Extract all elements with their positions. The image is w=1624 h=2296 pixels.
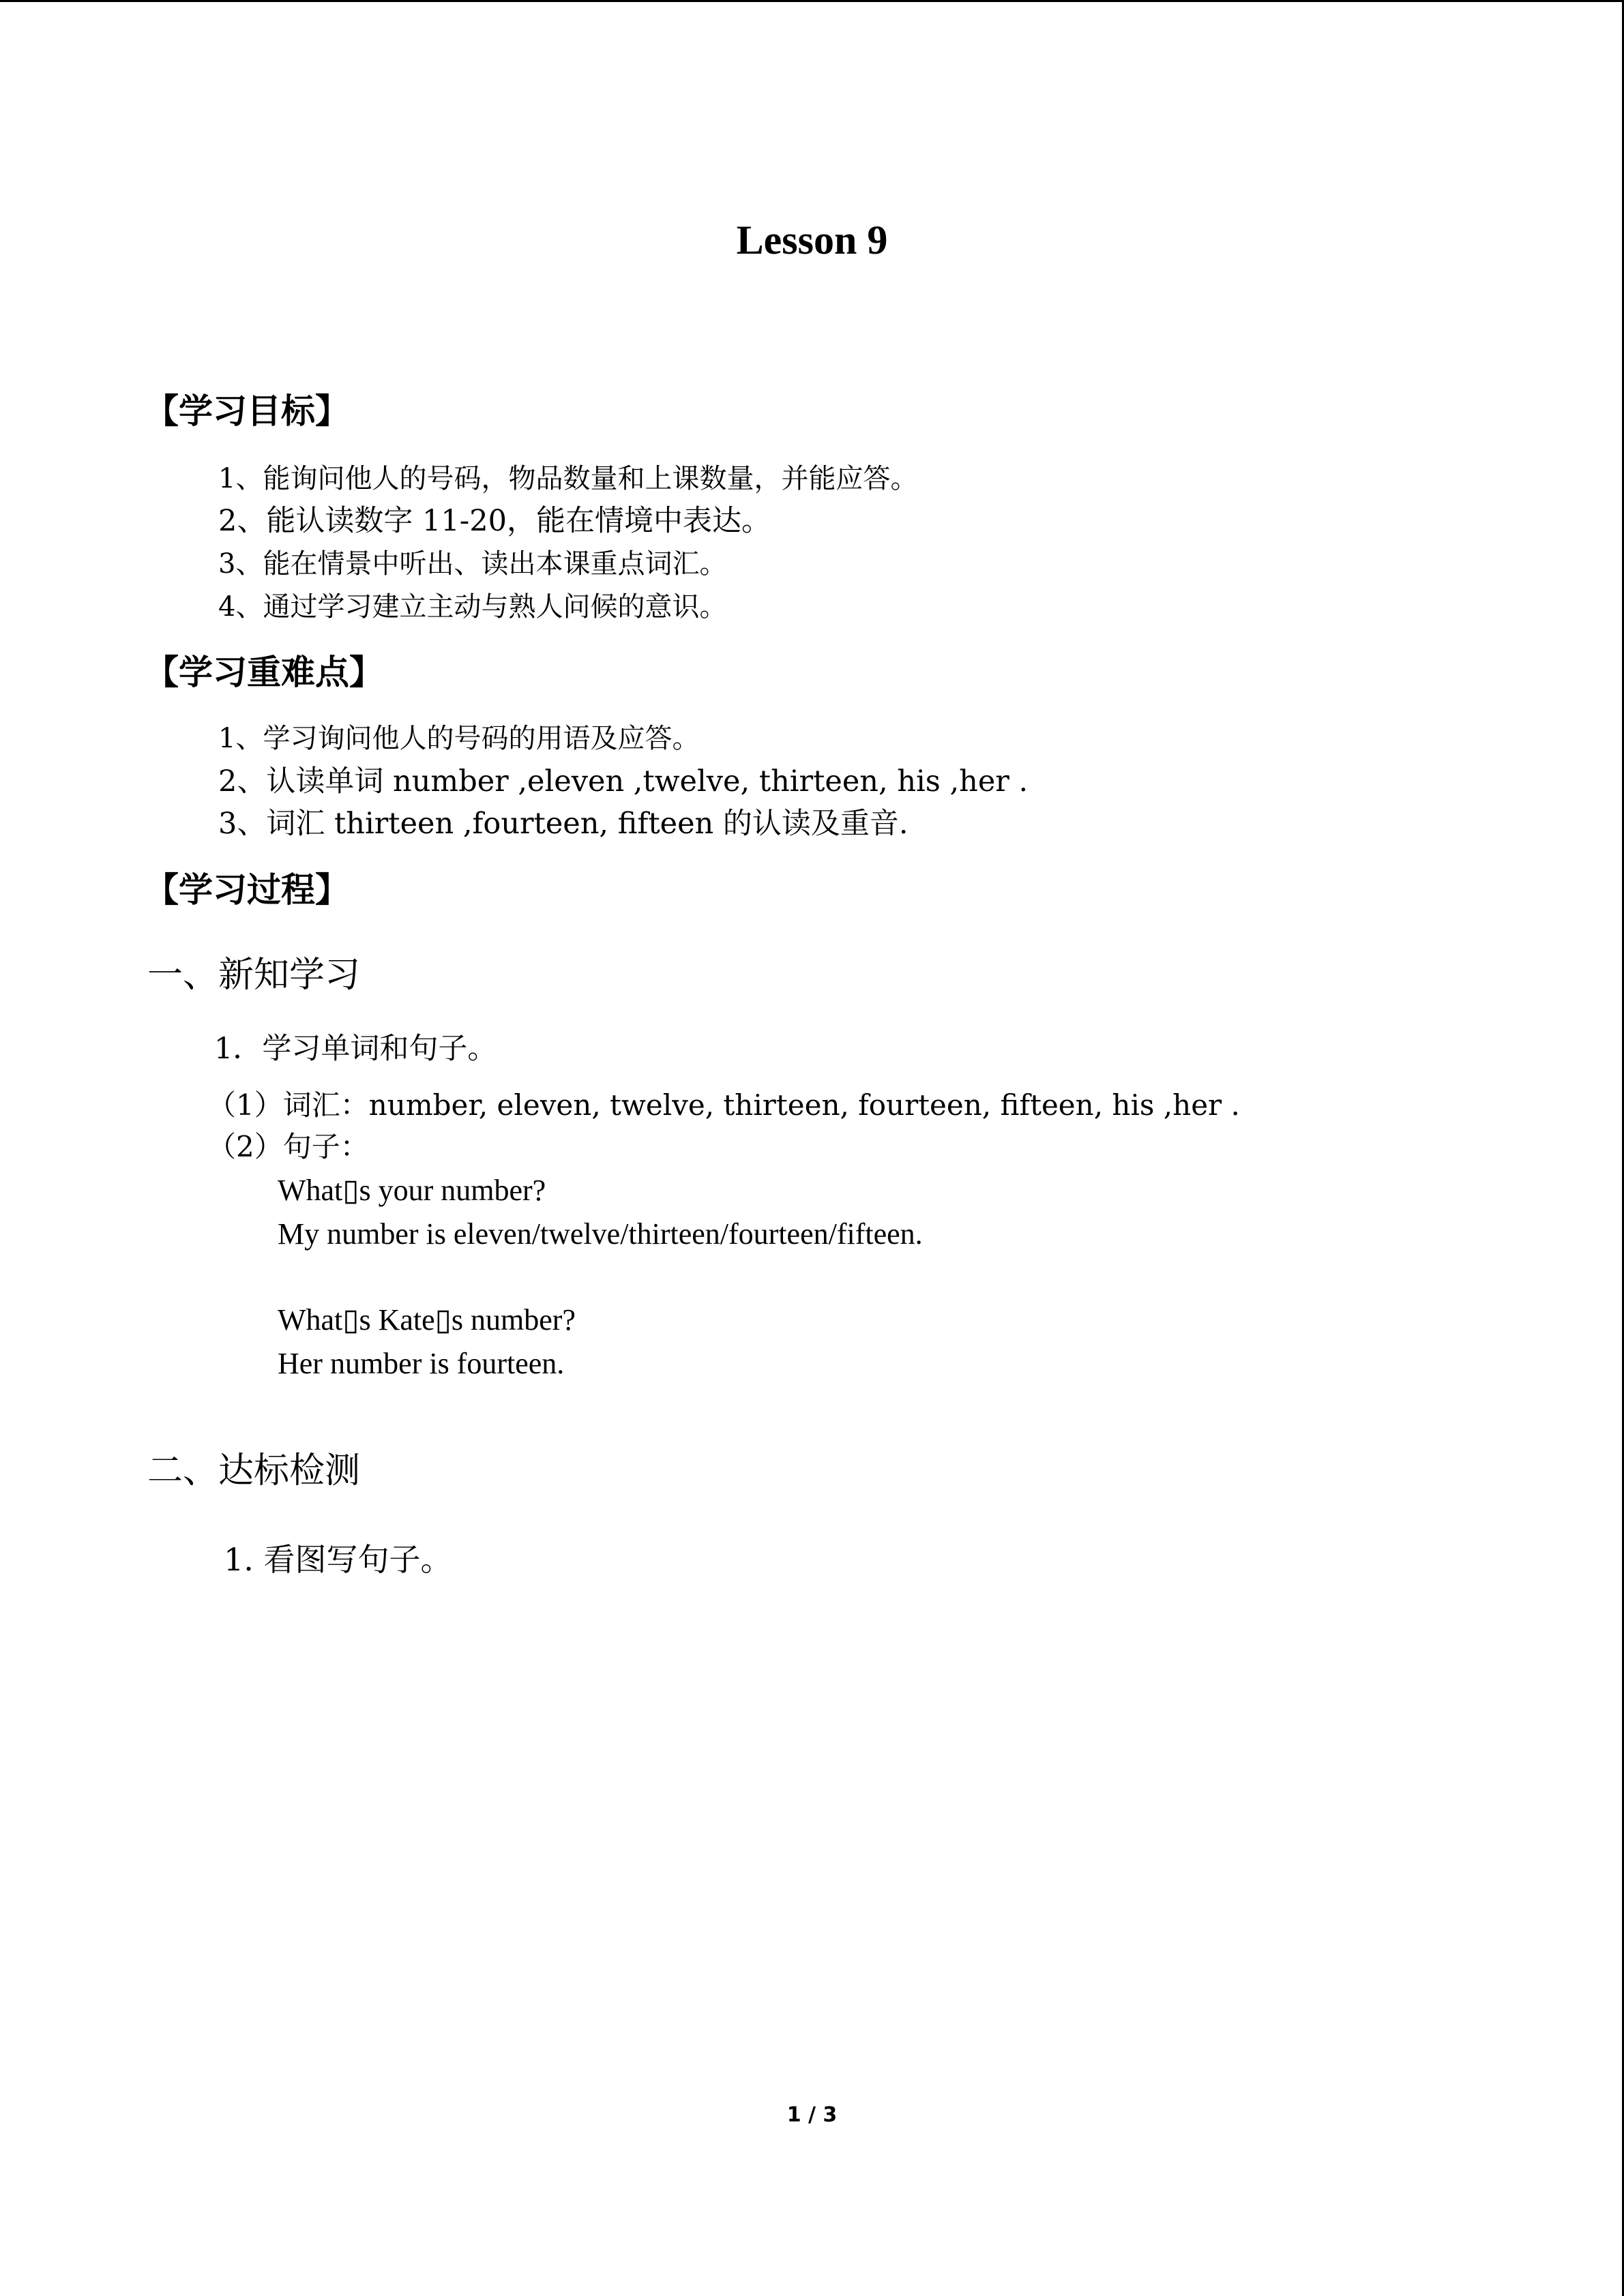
key-points-heading: 【学习重难点】 (145, 653, 383, 692)
lesson-title: Lesson 9 (736, 218, 888, 263)
objective-item-4: 4、通过学习建立主动与熟人问候的意识。 (218, 591, 727, 623)
objective-item-2: 2、能认读数字 11-20，能在情境中表达。 (218, 504, 771, 538)
sentence-3: What▯s Kate▯s number? (278, 1303, 576, 1337)
key-point-item-1: 1、学习询问他人的号码的用语及应答。 (218, 723, 700, 754)
sentence-4: Her number is fourteen. (278, 1347, 565, 1380)
part2-item-1: 1. 看图写句子。 (224, 1541, 452, 1578)
key-point-item-2: 2、认读单词 number ,eleven ,twelve, thirteen, his ,her . (218, 764, 1029, 799)
objectives-heading: 【学习目标】 (145, 391, 349, 431)
vocabulary-line: （1）词汇：number, eleven, twelve, thirteen, fourteen, fifteen, his ,her . (207, 1088, 1240, 1122)
sentence-2: My number is eleven/twelve/thirteen/fourteen/fifteen. (278, 1217, 923, 1251)
objective-item-1: 1、能询问他人的号码，物品数量和上课数量，并能应答。 (218, 463, 918, 494)
process-heading: 【学习过程】 (145, 870, 349, 910)
sentences-label: （2）句子： (207, 1130, 369, 1163)
key-point-item-3: 3、词汇 thirteen ,fourteen, fifteen 的认读及重音. (218, 807, 909, 841)
part2-heading: 二、达标检测 (147, 1450, 361, 1491)
page-number: 1 / 3 (786, 2103, 838, 2127)
sentence-1: What▯s your number? (278, 1174, 546, 1207)
part1-heading: 一、新知学习 (147, 955, 361, 996)
part1-item-1: 1．学习单词和句子。 (214, 1032, 497, 1066)
objective-item-3: 3、能在情景中听出、读出本课重点词汇。 (218, 548, 727, 580)
